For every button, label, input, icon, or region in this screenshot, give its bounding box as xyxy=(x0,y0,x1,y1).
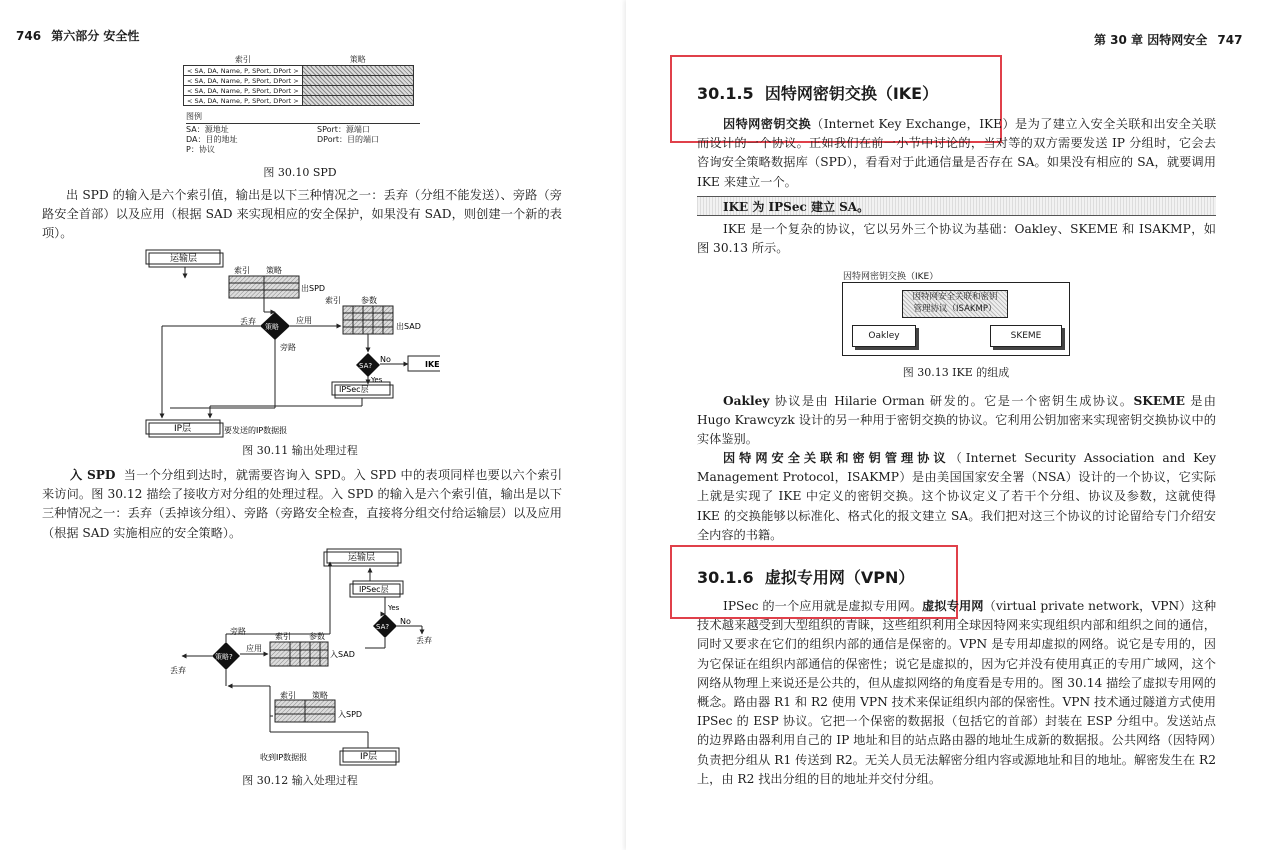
paragraph-text: （Internet Key Exchange，IKE）是为了建立入安全关联和出安全关联而设计的一个协议。正如我们在前一小节中讨论的，当对等的双方需要发送 IP 分组时，它会去咨询安全策略数据库（SPD），看看对于此通信量是否存在 SA。如果没有相应的 SA，就要调用 IKE 来建立一个。 xyxy=(697,117,1217,189)
section-heading: 虚拟专用网（VPN） xyxy=(764,568,915,587)
out-sad-label: 出SAD xyxy=(396,322,421,331)
paragraph-text: （virtual private network，VPN）这种技术越来越受到大型组织的青睐，这些组织利用全球因特网来实现组织内部和组织之间的通信，同时又要求在它们的组织内部的通信是保密的。VPN 是专用却虚拟的网络。说它是专用的，因为它保证在组织内部通信的保密性；说它是虚拟的，因为它并没有使用真正的专用广域网，这个网络从物理上来说还是公共的，但从虚拟网络的角度看是专用的。图 30.14 描绘了虚拟专用网的概念。路由器 R1 和 R2 使用 VPN 技术来保证组织内部的保密性。VPN 技术通过隧道方式使用 IPSec 的 ESP 协议。它把一个保密的数据报（包括它的首部）封装在 ESP 分组中。发送站点的边界路由器利用自己的 IP 地址和目的站点路由器的地址生成新的数据报。公共网络（因特网）负责把分组从 R1 传送到 R2。无关人员无法解密分组内容或源地址和目的地址。解密发生在 R2 上，由 R2 找出分组的目的地址并交付分组。 xyxy=(697,599,1217,786)
policy-diamond-label: 策略 xyxy=(265,323,279,331)
term-isakmp: 因特网安全关联和密钥管理协议 xyxy=(723,451,950,465)
table-row xyxy=(184,86,414,96)
no-label: No xyxy=(380,355,391,364)
bypass-label: 旁路 xyxy=(280,343,296,352)
discard-label: 丢弃 xyxy=(240,317,256,326)
legend-item: DPort：目的端口 xyxy=(317,135,380,144)
transport-layer-label: 运输层 xyxy=(170,254,198,264)
figure-caption: 图 30.13 IKE 的组成 xyxy=(902,366,1010,379)
isakmp-line1: 因特网安全关联和密钥 xyxy=(912,292,998,302)
page-number-left: 746 xyxy=(16,29,42,43)
term-vpn: 虚拟专用网 xyxy=(922,599,984,613)
running-head-title-left: 第六部分 安全性 xyxy=(51,29,140,43)
figure-30-11 xyxy=(140,246,440,438)
apply-label: 应用 xyxy=(246,644,262,653)
ipsec-layer-label: IPSec层 xyxy=(359,585,389,594)
index-label: 索引 xyxy=(234,266,250,275)
paragraph-text: 协议是由 Hilarie Orman 研发的。它是一个密钥生成协议。 xyxy=(769,394,1134,408)
sa-question-label: SA? xyxy=(376,623,390,631)
paragraph xyxy=(697,392,1216,450)
index-label: 索引 xyxy=(325,296,341,305)
paragraph xyxy=(42,466,562,543)
table-row xyxy=(184,76,414,86)
table-row xyxy=(184,66,414,76)
discard-left-label: 丢弃 xyxy=(170,666,186,675)
figure-caption: 图 30.11 输出处理过程 xyxy=(242,444,358,457)
isakmp-line2: 管理协议（ISAKMP） xyxy=(913,304,997,314)
figure-30-12 xyxy=(160,546,450,768)
paragraph xyxy=(697,449,1216,545)
index-label: 索引 xyxy=(275,632,291,641)
table-cell: < SA, DA, Name, P, SPort, DPort > xyxy=(184,86,303,96)
figure-caption: 图 30.12 输入处理过程 xyxy=(242,774,358,787)
section-heading: 因特网密钥交换（IKE） xyxy=(764,84,939,103)
legend-title: 图例 xyxy=(186,112,202,121)
term-ike: 因特网密钥交换 xyxy=(723,117,812,131)
ike-box-label: IKE xyxy=(425,360,440,369)
ip-layer-label: IP层 xyxy=(360,752,378,762)
param-label: 参数 xyxy=(309,632,325,641)
table-cell: < SA, DA, Name, P, SPort, DPort > xyxy=(184,76,303,86)
legend xyxy=(186,112,420,162)
term-skeme: SKEME xyxy=(1133,394,1185,408)
yes-label: Yes xyxy=(388,604,400,612)
left-page xyxy=(0,0,626,850)
table-cell: < SA, DA, Name, P, SPort, DPort > xyxy=(184,66,303,76)
param-label: 参数 xyxy=(361,296,377,305)
policy-label: 策略 xyxy=(266,266,282,275)
hatch-cell xyxy=(302,96,413,106)
page-number-right: 747 xyxy=(1217,33,1243,47)
isakmp-box xyxy=(902,290,1008,318)
paragraph: IKE 是一个复杂的协议，它以另外三个协议为基础：Oakley、SKEME 和 ISAKMP，如图 30.13 所示。 xyxy=(697,222,1216,256)
received-label: 收到IP数据报 xyxy=(260,753,308,762)
legend-item: DA：目的地址 xyxy=(186,135,238,144)
running-head-title-right: 第 30 章 因特网安全 xyxy=(1094,33,1208,47)
table-cell: < SA, DA, Name, P, SPort, DPort > xyxy=(184,96,303,106)
skeme-box: SKEME xyxy=(990,325,1062,347)
legend-item: SA：源地址 xyxy=(186,125,229,134)
paragraph xyxy=(697,115,1216,192)
out-spd-label: 出SPD xyxy=(301,284,326,293)
paragraph-text: 是由 Hugo Krawcyzk 设计的另一种用于密钥交换的协议。它利用公钥加密来实现密钥交换协议中的实体鉴别。 xyxy=(697,394,1216,447)
section-number: 30.1.6 xyxy=(697,568,754,587)
section-number: 30.1.5 xyxy=(697,84,754,103)
running-head-right xyxy=(1094,31,1242,48)
paragraph xyxy=(697,597,1216,789)
apply-label: 应用 xyxy=(296,316,312,325)
callout-box: IKE 为 IPSec 建立 SA。 xyxy=(697,196,1216,216)
legend-item: P：协议 xyxy=(186,145,215,154)
in-sad-label: 入SAD xyxy=(330,650,355,659)
policy-diamond-label: 策略? xyxy=(215,653,233,661)
section-title-vpn xyxy=(697,565,914,588)
spd-table xyxy=(183,54,414,106)
ip-layer-label: IP层 xyxy=(174,424,192,434)
para-in-head: 入 SPD xyxy=(70,468,116,482)
index-label: 索引 xyxy=(280,691,296,700)
discard-right-label: 丢弃 xyxy=(416,636,432,645)
transport-layer-label: 运输层 xyxy=(348,553,376,563)
spd-col-index: 索引 xyxy=(234,55,251,64)
spd-col-policy: 策略 xyxy=(349,55,366,64)
table-row xyxy=(184,96,414,106)
para-in-body: 当一个分组到达时，就需要咨询入 SPD。入 SPD 中的表项同样也要以六个索引来访问。图 30.12 描绘了接收方对分组的处理过程。入 SPD 的输入是六个索引值，输出是以下三种情况之一：丢弃（丢掉该分组）、旁路（旁路安全检查，直接将分组交付给运输层）以及应用（根据 SAD 实施相应的安全策略）。 xyxy=(42,468,563,540)
yes-label: Yes xyxy=(371,376,383,384)
term-oakley: Oakley xyxy=(723,394,770,408)
datagram-label: 要发送的IP数据报 xyxy=(224,426,288,435)
legend-divider xyxy=(186,123,420,124)
oakley-box: Oakley xyxy=(852,325,916,347)
hatch-cell xyxy=(302,76,413,86)
hatch-cell xyxy=(302,86,413,96)
sa-question-label: SA? xyxy=(359,362,373,370)
fig-ike-outer-label: 因特网密钥交换（IKE） xyxy=(843,272,939,282)
policy-label: 策略 xyxy=(312,691,328,700)
paragraph: 出 SPD 的输入是六个索引值，输出是以下三种情况之一：丢弃（分组不能发送）、旁路（旁路安全首部）以及应用（根据 SAD 来实现相应的安全保护，如果没有 SAD，则创建一个新的表项）。 xyxy=(42,188,562,241)
legend-item: SPort：源端口 xyxy=(317,125,370,134)
paragraph-text: IPSec 的一个应用就是虚拟专用网。 xyxy=(723,599,923,613)
no-label: No xyxy=(400,617,411,626)
in-spd-label: 入SPD xyxy=(338,710,363,719)
paragraph-text: （Internet Security Association and Key Management Protocol，ISAKMP）是由美国国家安全署（NSA）设计的一个协议，它实际上就是实现了 IKE 中定义的密钥交换。这个协议定义了若干个分组、协议及参数，这就使得 IKE 的交换能够以标准化、格式化的报文建立 SA。我们把对这三个协议的讨论留给专门介绍安全内容的书籍。 xyxy=(697,451,1216,542)
figure-caption: 图 30.10 SPD xyxy=(263,166,337,179)
ipsec-layer-label: IPSec层 xyxy=(339,385,369,394)
running-head-left xyxy=(16,27,139,44)
bypass-label: 旁路 xyxy=(230,627,246,636)
section-title-ike xyxy=(697,81,938,104)
hatch-cell xyxy=(302,66,413,76)
